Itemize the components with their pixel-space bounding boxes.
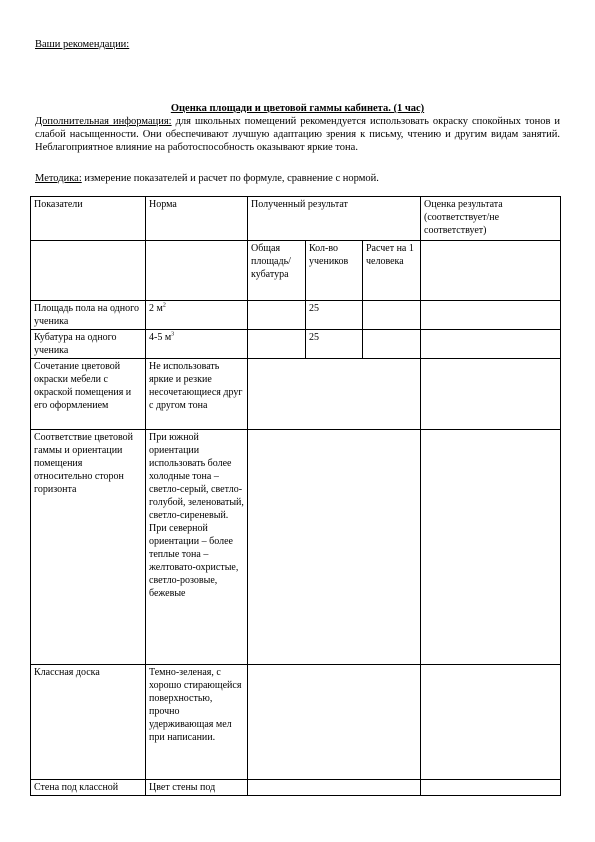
header-indicator: Показатели [31,197,146,241]
norm-value: 2 м [149,303,163,314]
table-row [31,665,561,780]
row-indicator: Соответствие цветовой гаммы и ориентации помещения относительно сторон горизонта [31,430,146,665]
additional-info-label: Дополнительная информация: [35,116,172,127]
row-assessment [421,330,561,359]
table-header-row [31,197,561,241]
row-indicator: Площадь пола на одного ученика [31,301,146,330]
additional-info-paragraph [35,115,560,154]
norm-text: При южной ориентации использовать более холодные тона – светло-серый, светло-голубой, зеленоватый, светло-сиреневый. При северной ориентации – более теплые тона – желтовато-охристые, светло-розовые, бежевые [149,432,244,599]
row-per-student [363,330,421,359]
row-norm [146,301,248,330]
table-row [31,301,561,330]
row-assessment [421,430,561,665]
row-indicator: Кубатура на одного ученика [31,330,146,359]
subheader-students: Кол-во учеников [306,241,363,301]
row-total [248,301,306,330]
additional-info-text: для школьных помещений рекомендуется использовать окраску спокойных тонов и слабой насыщенности. Они обеспечивают лучшую адаптацию зрения к письму, чтению и другим видам занятий. Неблагоприятное влияние на работоспособность оказывают яркие тона. [35,116,560,153]
norm-superscript: 3 [171,331,175,338]
section-title: Оценка площади и цветовой гаммы кабинета. (1 час) [170,103,425,114]
row-indicator: Стена под классной [31,780,146,796]
row-per-student [363,301,421,330]
subheader-empty-norm [146,241,248,301]
row-indicator: Сочетание цветовой окраски мебели с окраской помещения и его оформлением [31,359,146,430]
subheader-per-student: Расчет на 1 человека [363,241,421,301]
row-norm [146,430,248,665]
subheader-empty-assessment [421,241,561,301]
assessment-table [30,196,561,796]
row-norm: Не использовать яркие и резкие несочетающиеся друг с другом тона [146,359,248,430]
table-row [31,430,561,665]
norm-superscript: 2 [162,302,166,309]
header-assessment: Оценка результата (соответствует/не соответствует) [421,197,561,241]
row-assessment [421,301,561,330]
subheader-total: Общая площадь/ кубатура [248,241,306,301]
row-assessment [421,665,561,780]
row-total [248,330,306,359]
row-norm: Цвет стены под [146,780,248,796]
row-indicator: Классная доска [31,665,146,780]
row-result [248,359,421,430]
table-subheader-row [31,241,561,301]
row-norm: Темно-зеленая, с хорошо стирающейся поверхностью, прочно удерживающая мел при написании. [146,665,248,780]
row-norm [146,330,248,359]
norm-value: 4-5 м [149,332,172,343]
method-text: измерение показателей и расчет по формуле, сравнение с нормой. [81,173,379,184]
row-assessment [421,780,561,796]
table-row [31,780,561,796]
table-row [31,330,561,359]
row-result [248,665,421,780]
table-row [31,359,561,430]
row-assessment [421,359,561,430]
subheader-empty-indicator [31,241,146,301]
recommendations-label: Ваши рекомендации: [35,39,130,50]
method-paragraph [35,172,560,185]
row-students: 25 [306,330,363,359]
row-result [248,430,421,665]
header-norm: Норма [146,197,248,241]
row-students: 25 [306,301,363,330]
header-result: Полученный результат [248,197,421,241]
row-result [248,780,421,796]
method-label: Методика: [35,173,82,184]
